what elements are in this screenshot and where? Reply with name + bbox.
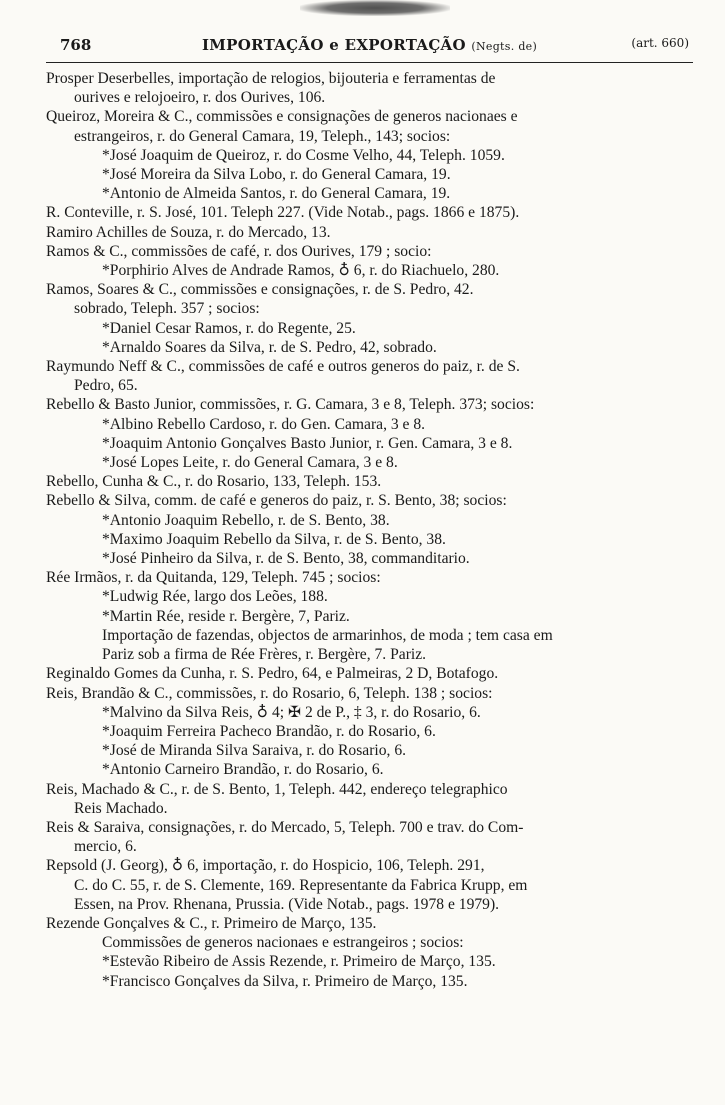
partner-line: *José Moreira da Silva Lobo, r. do General Camara, 19. — [102, 166, 451, 184]
partner-line: *Francisco Gonçalves da Silva, r. Primeiro de Março, 135. — [102, 972, 468, 990]
ink-blot — [300, 0, 450, 16]
partner-line: *Porphirio Alves de Andrade Ramos, ♁ 6, r. do Riachuelo, 280. — [102, 262, 500, 280]
partner-line: *José Lopes Leite, r. do General Camara, 3 e 8. — [102, 454, 398, 472]
directory-entry — [46, 568, 693, 664]
entry-note: Commissões de generos nacionaes e estrangeiros ; socios: — [102, 934, 464, 952]
directory-entry — [46, 818, 693, 856]
entry-name-line: Repsold (J. Georg), ♁ 6, importação, r. do Hospicio, 106, Teleph. 291, — [46, 857, 485, 875]
directory-entry — [46, 357, 693, 395]
directory-entry — [46, 395, 693, 472]
partner-line: *Arnaldo Soares da Silva, r. de S. Pedro, 42, sobrado. — [102, 338, 437, 356]
title-note: (Negts. de) — [471, 40, 538, 53]
entries-list — [46, 69, 693, 991]
entry-note: Importação de fazendas, objectos de armarinhos, de moda ; tem casa em — [102, 626, 553, 644]
directory-entry — [46, 780, 693, 818]
partner-line: *Antonio Joaquim Rebello, r. de S. Bento, 38. — [102, 511, 390, 529]
partner-line: *Antonio de Almeida Santos, r. do General Camara, 19. — [102, 185, 451, 203]
entry-name-line: Rebello, Cunha & C., r. do Rosario, 133, Teleph. 153. — [46, 473, 382, 491]
entry-continuation-line: estrangeiros, r. do General Camara, 19, Teleph., 143; socios: — [74, 127, 451, 145]
entry-name-line: Rebello & Silva, comm. de café e generos do paiz, r. S. Bento, 38; socios: — [46, 492, 507, 510]
directory-entry — [46, 107, 693, 203]
page-number: 768 — [60, 36, 92, 54]
directory-entry — [46, 856, 693, 914]
entry-note: Pariz sob a firma de Rée Frères, r. Bergère, 7. Pariz. — [102, 646, 427, 664]
directory-entry — [46, 223, 693, 242]
entry-name-line: Raymundo Neff & C., commissões de café e outros generos do paiz, r. de S. — [46, 358, 520, 376]
entry-name-line: Prosper Deserbelles, importação de relogios, bijouteria e ferramentas de — [46, 70, 496, 87]
partner-line: *Estevão Ribeiro de Assis Rezende, r. Primeiro de Março, 135. — [102, 953, 496, 971]
partner-line: *José de Miranda Silva Saraiva, r. do Rosario, 6. — [102, 742, 407, 760]
entry-name-line: Queiroz, Moreira & C., commissões e consignações de generos nacionaes e — [46, 108, 518, 126]
directory-entry — [46, 664, 693, 683]
partner-line: *José Pinheiro da Silva, r. de S. Bento, 38, commanditario. — [102, 550, 470, 568]
partner-line: *Martin Rée, reside r. Bergère, 7, Pariz. — [102, 607, 350, 625]
directory-entry — [46, 491, 693, 568]
directory-entry — [46, 914, 693, 991]
directory-entry — [46, 69, 693, 107]
entry-name-line: Ramos & C., commissões de café, r. dos Ourives, 179 ; socio: — [46, 242, 432, 260]
entry-continuation-line: C. do C. 55, r. de S. Clemente, 169. Representante da Fabrica Krupp, em — [74, 876, 528, 894]
entry-name-line: Ramiro Achilles de Souza, r. do Mercado, 13. — [46, 223, 331, 241]
directory-entry — [46, 203, 693, 222]
partner-line: *Maximo Joaquim Rebello da Silva, r. de S. Bento, 38. — [102, 530, 446, 548]
directory-entry — [46, 242, 693, 280]
entry-name-line: Rée Irmãos, r. da Quitanda, 129, Teleph. 745 ; socios: — [46, 569, 381, 587]
entry-name-line: Reis, Machado & C., r. de S. Bento, 1, Teleph. 442, endereço telegraphico — [46, 780, 508, 798]
entry-name-line: Reis & Saraiva, consignações, r. do Mercado, 5, Teleph. 700 e trav. do Com- — [46, 818, 524, 836]
entry-continuation-line: Essen, na Prov. Rhenana, Prussia. (Vide Notab., pags. 1978 e 1979). — [74, 895, 500, 913]
entry-continuation-line: Reis Machado. — [74, 799, 168, 817]
entry-continuation-line: sobrado, Teleph. 357 ; socios: — [74, 300, 260, 318]
page-title — [46, 36, 693, 54]
partner-line: *Joaquim Ferreira Pacheco Brandão, r. do Rosario, 6. — [102, 722, 436, 740]
page-header — [46, 26, 693, 63]
entry-name-line: Ramos, Soares & C., commissões e consignações, r. de S. Pedro, 42. — [46, 281, 474, 299]
directory-entry — [46, 280, 693, 357]
partner-line: *Antonio Carneiro Brandão, r. do Rosario, 6. — [102, 761, 384, 779]
directory-entry — [46, 472, 693, 491]
partner-line: *Ludwig Rée, largo dos Leões, 188. — [102, 588, 328, 606]
partner-line: *Daniel Cesar Ramos, r. do Regente, 25. — [102, 319, 356, 337]
entry-continuation-line: ourives e relojoeiro, r. dos Ourives, 106. — [74, 89, 326, 107]
entry-name-line: R. Conteville, r. S. José, 101. Teleph 227. (Vide Notab., pags. 1866 e 1875). — [46, 204, 520, 222]
partner-line: *Albino Rebello Cardoso, r. do Gen. Camara, 3 e 8. — [102, 415, 426, 433]
entry-name-line: Reis, Brandão & C., commissões, r. do Rosario, 6, Teleph. 138 ; socios: — [46, 684, 493, 702]
directory-entry — [46, 684, 693, 780]
entry-name-line: Rezende Gonçalves & C., r. Primeiro de Março, 135. — [46, 914, 377, 932]
title-text: IMPORTAÇÃO e EXPORTAÇÃO — [201, 36, 466, 54]
partner-line: *Joaquim Antonio Gonçalves Basto Junior, r. Gen. Camara, 3 e 8. — [102, 434, 513, 452]
entry-name-line: Reginaldo Gomes da Cunha, r. S. Pedro, 64, e Palmeiras, 2 D, Botafogo. — [46, 665, 499, 683]
entry-name-line: Rebello & Basto Junior, commissões, r. G. Camara, 3 e 8, Teleph. 373; socios: — [46, 396, 535, 414]
partner-line: *Malvino da Silva Reis, ♁ 4; ✠ 2 de P., ‡ 3, r. do Rosario, 6. — [102, 703, 481, 721]
entry-continuation-line: Pedro, 65. — [74, 377, 138, 395]
article-reference: (art. 660) — [631, 36, 689, 50]
partner-line: *José Joaquim de Queiroz, r. do Cosme Velho, 44, Teleph. 1059. — [102, 146, 505, 164]
entry-continuation-line: mercio, 6. — [74, 838, 137, 856]
